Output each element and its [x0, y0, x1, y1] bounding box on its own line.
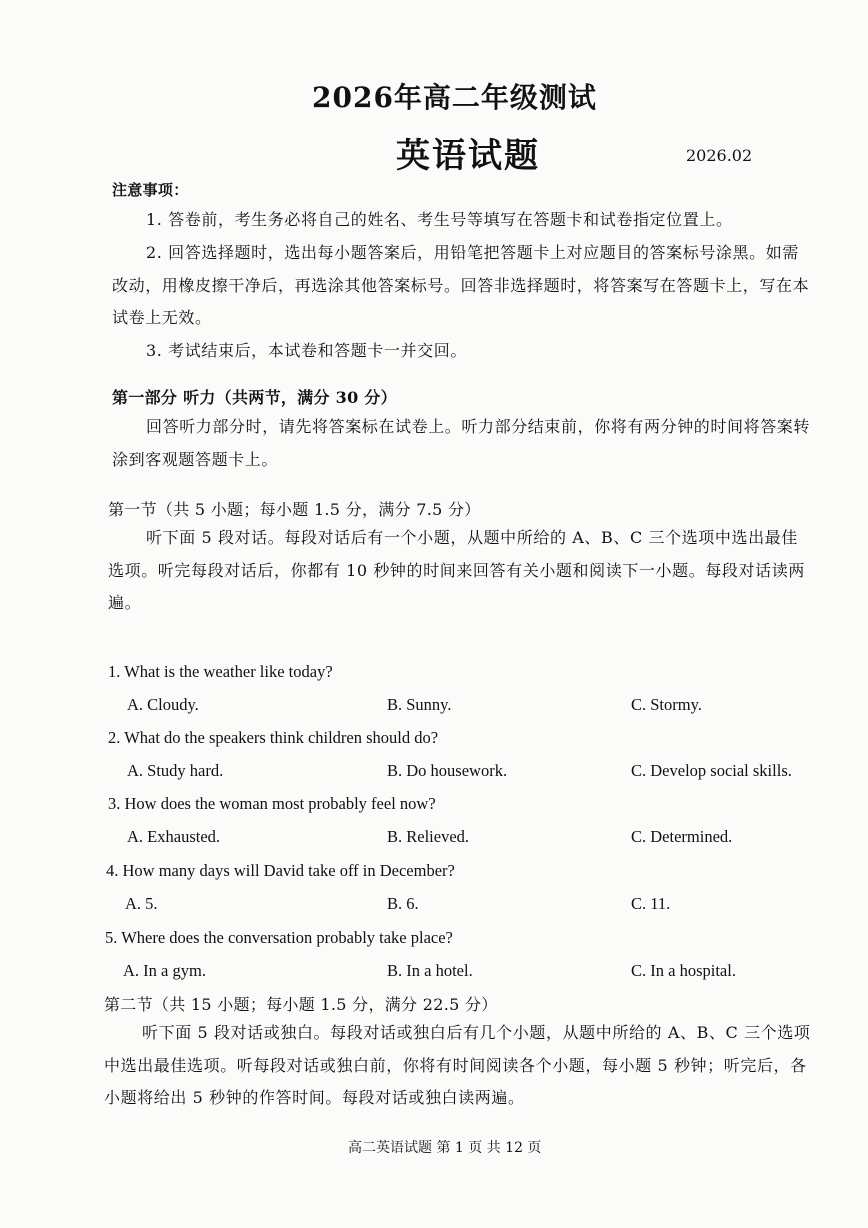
exam-title: 2026年高二年级测试 — [312, 81, 597, 114]
question-5-option-a: A. In a gym. — [123, 961, 206, 980]
exam-date: 2026.02 — [686, 146, 753, 165]
question-1-option-c: C. Stormy. — [631, 695, 702, 714]
section1-heading: 第一节（共 5 小题；每小题 1.5 分，满分 7.5 分） — [108, 500, 481, 519]
part1-intro: 回答听力部分时，请先将答案标在试卷上。听力部分结束前，你将有两分钟的时间将答案转涂到客观题答题卡上。 — [112, 417, 811, 469]
question-2-option-b: B. Do housework. — [387, 761, 508, 780]
question-4-option-c: C. 11. — [631, 894, 671, 913]
notice-item-1: 1. 答卷前，考生务必将自己的姓名、考生号等填写在答题卡和试卷指定位置上。 — [146, 210, 733, 229]
question-2: 2. What do the speakers think children should do? — [108, 728, 439, 747]
section1-intro: 听下面 5 段对话。每段对话后有一个小题，从题中所给的 A、B、C 三个选项中选出最佳选项。听完每段对话后，你都有 10 秒钟的时间来回答有关小题和阅读下一小题。每段对话读两遍。 — [108, 528, 805, 612]
page-footer: 高二英语试题 第 1 页 共 12 页 — [348, 1140, 542, 1156]
notice-heading: 注意事项： — [112, 181, 189, 199]
question-2-option-c: C. Develop social skills. — [631, 761, 792, 780]
exam-subtitle: 英语试题 — [396, 136, 540, 176]
question-3-option-c: C. Determined. — [631, 827, 733, 846]
question-5: 5. Where does the conversation probably take place? — [105, 928, 453, 947]
notice-item-3: 3. 考试结束后，本试卷和答题卡一并交回。 — [146, 341, 467, 360]
section2-intro: 听下面 5 段对话或独白。每段对话或独白后有几个小题，从题中所给的 A、B、C 三个选项中选出最佳选项。听每段对话或独白前，你将有时间阅读各个小题，每小题 5 秒钟；听完后，各小题将给出 5 秒钟的作答时间。每段对话或独白读两遍。 — [104, 1023, 811, 1107]
question-2-option-a: A. Study hard. — [127, 761, 224, 780]
question-4-option-b: B. 6. — [387, 894, 419, 913]
question-3-option-b: B. Relieved. — [387, 827, 470, 846]
question-5-option-b: B. In a hotel. — [387, 961, 473, 980]
question-3: 3. How does the woman most probably feel now? — [108, 794, 436, 813]
question-1-option-a: A. Cloudy. — [127, 695, 199, 714]
part1-heading: 第一部分 听力（共两节，满分 30 分） — [112, 388, 397, 407]
notice-item-2: 2. 回答选择题时，选出每小题答案后，用铅笔把答题卡上对应题目的答案标号涂黑。如需改动，用橡皮擦干净后，再选涂其他答案标号。回答非选择题时，将答案写在答题卡上，写在本试卷上无效。 — [112, 243, 810, 327]
question-4-option-a: A. 5. — [125, 894, 158, 913]
question-5-option-c: C. In a hospital. — [631, 961, 736, 980]
question-1-option-b: B. Sunny. — [387, 695, 452, 714]
question-1: 1. What is the weather like today? — [108, 662, 333, 681]
question-4: 4. How many days will David take off in December? — [106, 861, 455, 880]
section2-heading: 第二节（共 15 小题；每小题 1.5 分，满分 22.5 分） — [104, 995, 498, 1014]
question-3-option-a: A. Exhausted. — [127, 827, 221, 846]
